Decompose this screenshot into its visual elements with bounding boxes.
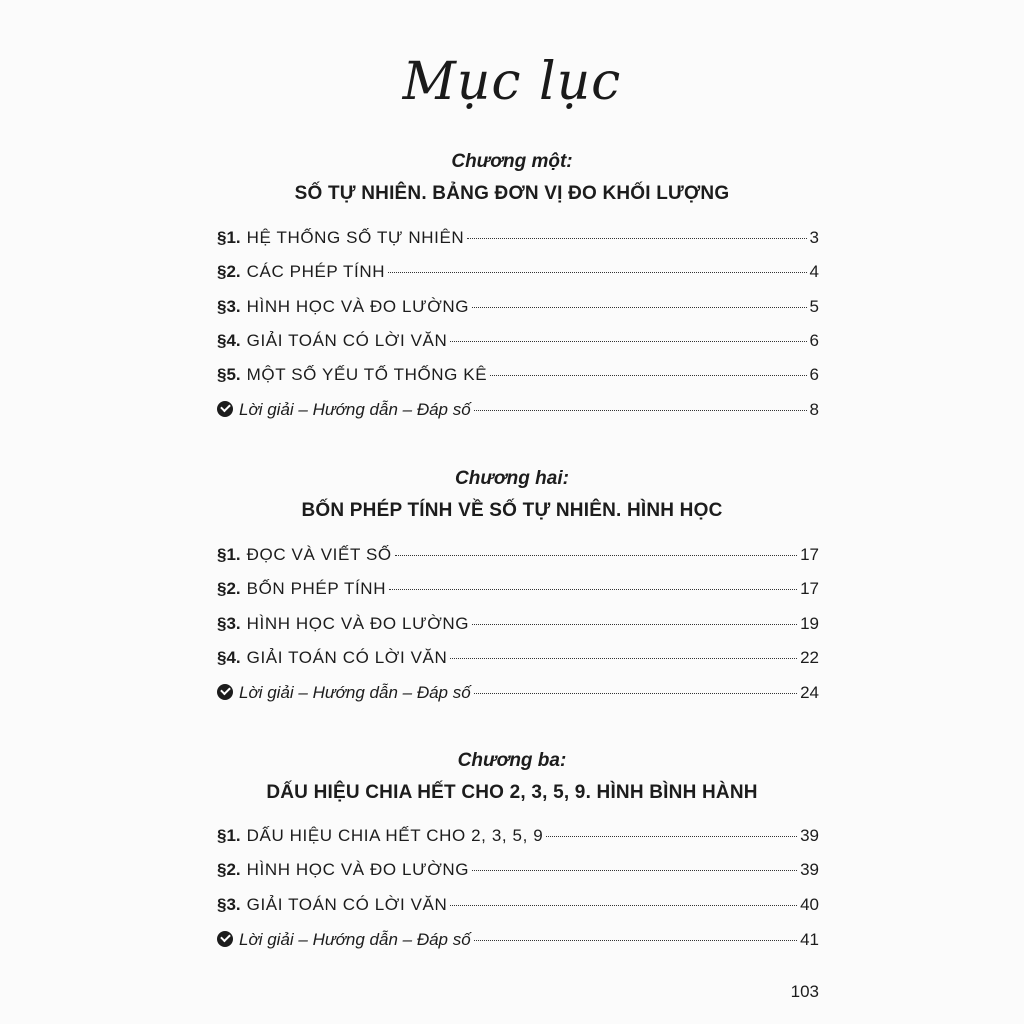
- section-page: 4: [809, 262, 819, 282]
- dot-leader: [388, 272, 806, 273]
- dot-leader: [389, 589, 797, 590]
- toc-solutions-entry[interactable]: [217, 929, 819, 963]
- chapter-heading-3: [0, 749, 1024, 805]
- check-circle-icon: [217, 401, 233, 417]
- chapter-title: BỐN PHÉP TÍNH VỀ SỐ TỰ NHIÊN. HÌNH HỌC: [301, 500, 723, 521]
- toc-entry[interactable]: [217, 895, 819, 929]
- toc-entry[interactable]: [217, 545, 819, 579]
- page-number: 103: [790, 982, 819, 1001]
- section-title: MỘT SỐ YẾU TỐ THỐNG KÊ: [246, 365, 488, 385]
- solutions-title: Lời giải – Hướng dẫn – Đáp số: [239, 400, 471, 420]
- solutions-page: 8: [809, 400, 819, 420]
- section-title: GIẢI TOÁN CÓ LỜI VĂN: [246, 647, 448, 667]
- chapter-title: SỐ TỰ NHIÊN. BẢNG ĐƠN VỊ ĐO KHỐI LƯỢNG: [294, 183, 730, 204]
- section-number: §4.: [217, 647, 241, 667]
- dot-leader: [472, 624, 797, 625]
- section-number: §1.: [217, 826, 241, 845]
- section-page: 39: [800, 860, 819, 880]
- section-page: 40: [800, 894, 819, 914]
- solutions-title: Lời giải – Hướng dẫn – Đáp số: [239, 683, 471, 703]
- section-number: §3.: [217, 613, 241, 633]
- toc-solutions-entry[interactable]: [217, 682, 819, 716]
- dot-leader: [474, 693, 797, 694]
- toc-entry[interactable]: [217, 579, 819, 613]
- check-circle-icon: [217, 684, 233, 700]
- toc-entry[interactable]: [217, 860, 819, 894]
- dot-leader: [467, 238, 806, 239]
- section-number: §2.: [217, 860, 241, 880]
- section-number: §2.: [217, 579, 241, 599]
- section-number: §1.: [217, 545, 241, 564]
- toc-entry[interactable]: [217, 365, 819, 399]
- section-title: BỐN PHÉP TÍNH: [246, 579, 387, 599]
- section-title: DẤU HIỆU CHIA HẾT CHO 2, 3, 5, 9: [246, 826, 544, 845]
- chapter-label: Chương ba:: [457, 750, 567, 771]
- dot-leader: [450, 341, 806, 342]
- chapter-label: Chương một:: [451, 151, 573, 172]
- solutions-title: Lời giải – Hướng dẫn – Đáp số: [239, 929, 471, 949]
- section-title: GIẢI TOÁN CÓ LỜI VĂN: [246, 894, 448, 914]
- section-title: HÌNH HỌC VÀ ĐO LƯỜNG: [246, 860, 470, 880]
- solutions-page: 41: [800, 929, 819, 949]
- dot-leader: [474, 410, 807, 411]
- section-title: CÁC PHÉP TÍNH: [246, 262, 386, 282]
- section-title: GIẢI TOÁN CÓ LỜI VĂN: [246, 330, 448, 350]
- dot-leader: [450, 658, 797, 659]
- section-number: §4.: [217, 330, 241, 350]
- section-title: HÌNH HỌC VÀ ĐO LƯỜNG: [246, 613, 470, 633]
- section-title: ĐỌC VÀ VIẾT SỐ: [246, 545, 392, 564]
- section-page: 19: [800, 613, 819, 633]
- section-page: 17: [800, 579, 819, 599]
- dot-leader: [546, 836, 797, 837]
- dot-leader: [472, 870, 797, 871]
- section-page: 22: [800, 647, 819, 667]
- toc-entry[interactable]: [217, 262, 819, 296]
- toc-entry[interactable]: [217, 826, 819, 860]
- chapter-title: DẤU HIỆU CHIA HẾT CHO 2, 3, 5, 9. HÌNH BÌNH HÀNH: [266, 782, 758, 803]
- section-page: 17: [800, 545, 819, 564]
- toc-entry[interactable]: [217, 331, 819, 365]
- page-title: Mục lục: [402, 52, 622, 112]
- dot-leader: [450, 905, 797, 906]
- toc-entry[interactable]: [217, 228, 819, 262]
- section-page: 6: [809, 365, 819, 385]
- section-number: §5.: [217, 365, 241, 385]
- solutions-page: 24: [800, 683, 819, 703]
- section-number: §3.: [217, 894, 241, 914]
- toc-entry[interactable]: [217, 614, 819, 648]
- dot-leader: [472, 307, 806, 308]
- section-title: HÌNH HỌC VÀ ĐO LƯỜNG: [246, 296, 470, 316]
- section-number: §3.: [217, 296, 241, 316]
- toc-chapter-1: [217, 228, 819, 434]
- toc-entry[interactable]: [217, 648, 819, 682]
- section-number: §2.: [217, 262, 241, 282]
- section-number: §1.: [217, 228, 241, 247]
- dot-leader: [490, 375, 806, 376]
- section-title: HỆ THỐNG SỐ TỰ NHIÊN: [246, 228, 465, 247]
- toc-entry[interactable]: [217, 297, 819, 331]
- section-page: 6: [809, 330, 819, 350]
- section-page: 39: [800, 826, 819, 845]
- chapter-label: Chương hai:: [455, 468, 569, 489]
- chapter-heading-2: [0, 467, 1024, 523]
- toc-chapter-2: [217, 545, 819, 716]
- dot-leader: [395, 555, 797, 556]
- toc-solutions-entry[interactable]: [217, 399, 819, 433]
- chapter-heading-1: [0, 150, 1024, 206]
- dot-leader: [474, 940, 797, 941]
- section-page: 5: [809, 296, 819, 316]
- section-page: 3: [809, 228, 819, 247]
- toc-chapter-3: [217, 826, 819, 963]
- check-circle-icon: [217, 931, 233, 947]
